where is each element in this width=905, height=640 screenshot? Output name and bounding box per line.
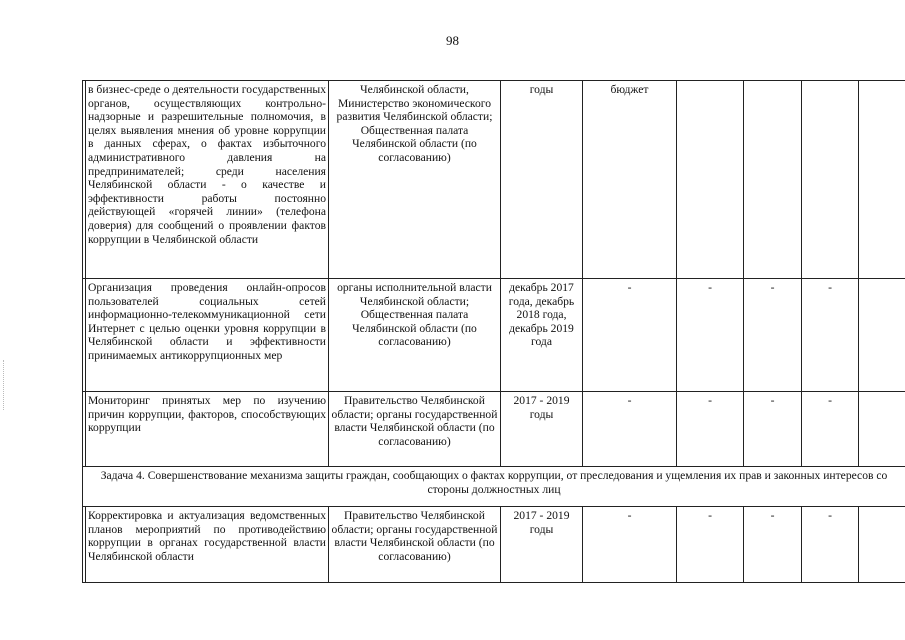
source-cell: - xyxy=(583,392,677,467)
term-cell: 2017 - 2019 годы xyxy=(501,392,583,467)
executor-cell: Челябинской области, Министерство экономического развития Челябинской области; Общественная палата Челябинской области (по согласованию) xyxy=(329,81,501,279)
task-heading: Задача 4. Совершенствование механизма защиты граждан, сообщающих о фактах коррупции, от преследования и ущемления их прав и законных интересов со стороны должностных лиц xyxy=(83,467,905,507)
amount-cell xyxy=(802,81,859,279)
table-row xyxy=(83,279,905,392)
amount-cell xyxy=(859,81,905,279)
event-cell: в бизнес-среде о деятельности государственных органов, осуществляющих контрольно-надзорные и разрешительные полномочия, в целях выявления мнения об уровне коррупции в данных сферах, о фактах избыточного административного давления на предпринимателей; среди населения Челябинской области - о качестве и эффективности работы постоянно действующей «горячей линии» (телефона доверия) для сообщений о проявлении фактов коррупции в Челябинской области xyxy=(86,81,329,279)
amount-cell: - xyxy=(802,507,859,583)
executor-cell: Правительство Челябинской области; органы государственной власти Челябинской области (по согласованию) xyxy=(329,392,501,467)
table-row xyxy=(83,81,905,279)
amount-cell: - xyxy=(744,507,802,583)
term-cell: годы xyxy=(501,81,583,279)
amount-cell xyxy=(677,81,744,279)
amount-cell: - xyxy=(677,279,744,392)
amount-cell: - xyxy=(677,507,744,583)
term-cell: декабрь 2017 года, декабрь 2018 года, декабрь 2019 года xyxy=(501,279,583,392)
executor-cell: органы исполнительной власти Челябинской области; Общественная палата Челябинской области (по согласованию) xyxy=(329,279,501,392)
source-cell: - xyxy=(583,279,677,392)
amount-cell xyxy=(744,81,802,279)
event-cell: Организация проведения онлайн-опросов пользователей социальных сетей информационно-телекоммуникационной сети Интернет с целью оценки уровня коррупции в Челябинской области и эффективности принимаемых антикоррупционных мер xyxy=(86,279,329,392)
term-cell: 2017 - 2019 годы xyxy=(501,507,583,583)
source-cell: бюджет xyxy=(583,81,677,279)
amount-cell xyxy=(859,279,905,392)
amount-cell xyxy=(859,392,905,467)
measures-table xyxy=(82,80,905,583)
event-cell: Мониторинг принятых мер по изучению причин коррупции, факторов, способствующих коррупции xyxy=(86,392,329,467)
amount-cell: - xyxy=(744,392,802,467)
event-cell: Корректировка и актуализация ведомственных планов мероприятий по противодействию коррупции в органах государственной власти Челябинской области xyxy=(86,507,329,583)
amount-cell: - xyxy=(802,392,859,467)
amount-cell: - xyxy=(677,392,744,467)
amount-cell xyxy=(859,507,905,583)
page-number: 98 xyxy=(446,33,459,48)
amount-cell: - xyxy=(802,279,859,392)
scan-margin-mark xyxy=(3,360,10,410)
table-row xyxy=(83,392,905,467)
amount-cell: - xyxy=(744,279,802,392)
executor-cell: Правительство Челябинской области; органы государственной власти Челябинской области (по согласованию) xyxy=(329,507,501,583)
source-cell: - xyxy=(583,507,677,583)
task-row xyxy=(83,467,905,507)
table-row xyxy=(83,507,905,583)
